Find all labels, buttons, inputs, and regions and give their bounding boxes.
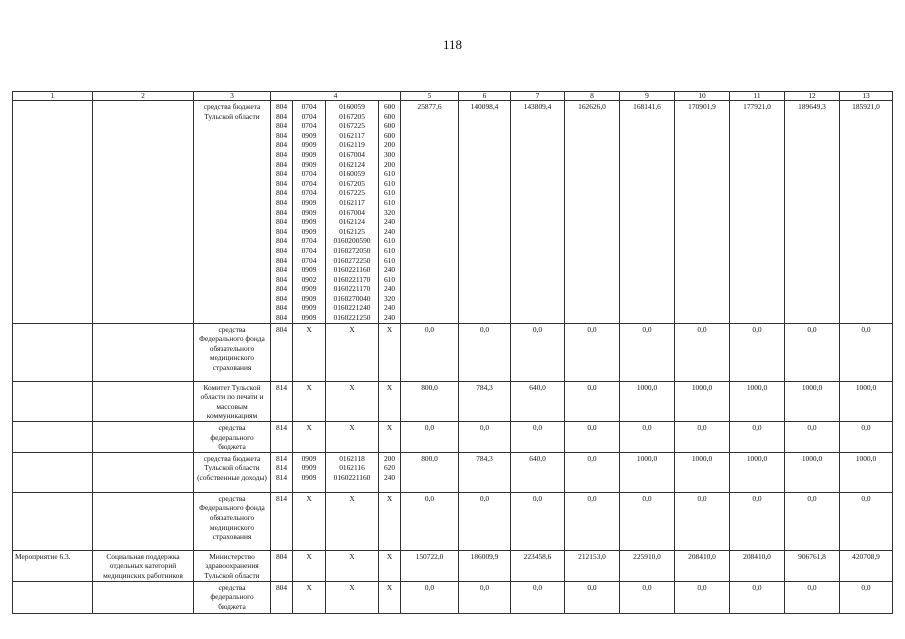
- value-cell: 0,0: [675, 492, 730, 550]
- table-row: [13, 550, 893, 581]
- grbs-code-cell: [271, 323, 293, 381]
- code-line: 804: [275, 207, 288, 217]
- code-line: 0704: [301, 178, 317, 188]
- code-line: 320: [383, 207, 396, 217]
- code-line: 600: [383, 111, 396, 121]
- code-line: 0162117: [339, 130, 365, 140]
- activity-cell: [13, 581, 93, 613]
- value-cell: 0,0: [840, 323, 893, 381]
- header-cell: 6: [459, 92, 511, 101]
- value-cell: 784,3: [459, 452, 511, 492]
- value-cell: 0,0: [459, 581, 511, 613]
- code-line: 804: [275, 236, 288, 246]
- code-line: 610: [383, 245, 396, 255]
- value-cell: 0,0: [401, 581, 459, 613]
- code-line: 610: [383, 169, 396, 179]
- section-code-cell: [293, 101, 326, 324]
- expense-type-cell: [379, 381, 401, 421]
- funding-source-cell: средства бюджета Тульской области: [194, 101, 271, 324]
- header-cell: 13: [840, 92, 893, 101]
- code-line: 814: [275, 453, 288, 463]
- code-line: 0162116: [339, 463, 365, 473]
- section-code-cell: [293, 381, 326, 421]
- value-cell: 0,0: [620, 581, 675, 613]
- code-line: 0704: [301, 102, 317, 111]
- code-line: 0909: [301, 149, 317, 159]
- section-code-cell: [293, 452, 326, 492]
- grbs-code-cell: [271, 492, 293, 550]
- expense-type-cell: [379, 550, 401, 581]
- funding-source-cell: Комитет Тульской области по печати и массовым коммуникациям: [194, 381, 271, 421]
- code-line: X: [386, 324, 393, 334]
- code-line: 804: [275, 265, 288, 275]
- header-cell: 8: [565, 92, 620, 101]
- code-line: 0909: [301, 463, 317, 473]
- value-cell: 25877,6: [401, 101, 459, 324]
- code-line: 240: [383, 265, 396, 275]
- code-line: X: [306, 324, 312, 334]
- code-line: 0902: [301, 274, 317, 284]
- code-line: 600: [383, 130, 396, 140]
- code-line: 0704: [301, 236, 317, 246]
- code-line: 0704: [301, 188, 317, 198]
- code-line: X: [306, 382, 312, 392]
- code-line: 0162118: [339, 453, 365, 463]
- value-cell: 0,0: [785, 422, 840, 453]
- value-cell: 1000,0: [620, 452, 675, 492]
- expense-type-cell: [379, 581, 401, 613]
- grbs-code-cell: [271, 550, 293, 581]
- value-cell: 0,0: [785, 492, 840, 550]
- code-line: 0160059: [339, 169, 365, 179]
- code-line: 0704: [301, 169, 317, 179]
- activity-cell: [13, 101, 93, 324]
- value-cell: 0,0: [840, 422, 893, 453]
- value-cell: 0,0: [511, 323, 565, 381]
- code-line: 804: [275, 169, 288, 179]
- value-cell: 1000,0: [730, 452, 785, 492]
- code-line: 804: [275, 140, 288, 150]
- code-line: 0909: [301, 265, 317, 275]
- code-line: 804: [275, 551, 288, 561]
- code-line: 610: [383, 236, 396, 246]
- code-line: 0162125: [339, 226, 365, 236]
- code-line: 814: [275, 423, 288, 433]
- activity-name-cell: [93, 581, 194, 613]
- code-line: 804: [275, 159, 288, 169]
- value-cell: 1000,0: [675, 381, 730, 421]
- value-cell: 420708,9: [840, 550, 893, 581]
- code-line: 620: [383, 463, 396, 473]
- code-line: X: [306, 582, 312, 592]
- code-line: 0160270040: [333, 293, 371, 303]
- code-line: 240: [383, 303, 396, 313]
- code-line: X: [349, 324, 355, 334]
- value-cell: 223458,6: [511, 550, 565, 581]
- code-line: X: [386, 493, 393, 503]
- code-line: 0160272250: [333, 255, 371, 265]
- activity-name-cell: Социальная поддержка отдельных категорий медицинских работников: [93, 550, 194, 581]
- code-line: 804: [275, 274, 288, 284]
- value-cell: 0,0: [730, 581, 785, 613]
- header-cell: 1: [13, 92, 93, 101]
- code-line: 610: [383, 178, 396, 188]
- code-line: X: [349, 382, 355, 392]
- value-cell: 0,0: [620, 422, 675, 453]
- code-line: 240: [383, 226, 396, 236]
- activity-cell: [13, 323, 93, 381]
- code-line: 0160221160: [333, 473, 371, 482]
- value-cell: 0,0: [840, 581, 893, 613]
- activity-cell: [13, 452, 93, 492]
- code-line: 804: [275, 111, 288, 121]
- target-article-cell: [326, 101, 379, 324]
- value-cell: 189649,3: [785, 101, 840, 324]
- code-line: 200: [383, 140, 396, 150]
- value-cell: 0,0: [511, 492, 565, 550]
- code-line: 240: [383, 313, 396, 323]
- code-line: 0162117: [339, 197, 365, 207]
- value-cell: 800,0: [401, 381, 459, 421]
- value-cell: 0,0: [511, 581, 565, 613]
- value-cell: 0,0: [620, 492, 675, 550]
- code-line: 804: [275, 255, 288, 265]
- section-code-cell: [293, 323, 326, 381]
- value-cell: 177921,0: [730, 101, 785, 324]
- code-line: 0167004: [339, 149, 365, 159]
- section-code-cell: [293, 492, 326, 550]
- grbs-code-cell: [271, 381, 293, 421]
- target-article-cell: [326, 581, 379, 613]
- funding-source-cell: средства федерального бюджета: [194, 581, 271, 613]
- code-line: 0909: [301, 130, 317, 140]
- code-line: 804: [275, 121, 288, 131]
- value-cell: 800,0: [401, 452, 459, 492]
- code-line: X: [386, 382, 393, 392]
- table-row: [13, 381, 893, 421]
- value-cell: 0,0: [730, 492, 785, 550]
- code-line: 804: [275, 226, 288, 236]
- activity-cell: [13, 381, 93, 421]
- funding-source-cell: Министерство здравоохранения Тульской области: [194, 550, 271, 581]
- code-line: 200: [383, 159, 396, 169]
- target-article-cell: [326, 422, 379, 453]
- header-cell: 7: [511, 92, 565, 101]
- code-line: 804: [275, 188, 288, 198]
- code-line: X: [349, 423, 355, 433]
- code-line: 0167225: [339, 121, 365, 131]
- value-cell: 0,0: [401, 323, 459, 381]
- value-cell: 640,0: [511, 452, 565, 492]
- value-cell: 0,0: [730, 323, 785, 381]
- code-line: 0909: [301, 313, 317, 323]
- value-cell: 140098,4: [459, 101, 511, 324]
- value-cell: 225910,0: [620, 550, 675, 581]
- code-line: 200: [383, 453, 396, 463]
- target-article-cell: [326, 381, 379, 421]
- value-cell: 1000,0: [785, 381, 840, 421]
- value-cell: 0,0: [511, 422, 565, 453]
- table-row: [13, 323, 893, 381]
- value-cell: 162626,0: [565, 101, 620, 324]
- code-line: 0704: [301, 121, 317, 131]
- header-cell: 12: [785, 92, 840, 101]
- code-line: 804: [275, 197, 288, 207]
- section-code-cell: [293, 422, 326, 453]
- code-line: 0167225: [339, 188, 365, 198]
- code-line: 610: [383, 197, 396, 207]
- code-line: 804: [275, 313, 288, 323]
- header-cell: 3: [194, 92, 271, 101]
- funding-source-cell: средства бюджета Тульской области (собственные доходы): [194, 452, 271, 492]
- code-line: 804: [275, 245, 288, 255]
- code-line: 0909: [301, 284, 317, 294]
- target-article-cell: [326, 452, 379, 492]
- code-line: 804: [275, 178, 288, 188]
- code-line: 0909: [301, 303, 317, 313]
- funding-source-cell: средства Федерального фонда обязательного медицинского страхования: [194, 492, 271, 550]
- target-article-cell: [326, 492, 379, 550]
- funding-source-cell: средства Федерального фонда обязательного медицинского страхования: [194, 323, 271, 381]
- code-line: X: [306, 551, 312, 561]
- table-row: [13, 452, 893, 492]
- value-cell: 0,0: [620, 323, 675, 381]
- value-cell: 208410,0: [675, 550, 730, 581]
- value-cell: 640,0: [511, 381, 565, 421]
- code-line: 0909: [301, 217, 317, 227]
- header-cell: 5: [401, 92, 459, 101]
- code-line: 240: [383, 284, 396, 294]
- value-cell: 784,3: [459, 381, 511, 421]
- code-line: X: [349, 493, 355, 503]
- code-line: 804: [275, 217, 288, 227]
- grbs-code-cell: [271, 101, 293, 324]
- value-cell: 150722,0: [401, 550, 459, 581]
- value-cell: 170901,9: [675, 101, 730, 324]
- activity-cell: [13, 422, 93, 453]
- code-line: 240: [383, 473, 396, 482]
- activity-name-cell: [93, 492, 194, 550]
- code-line: 0160221240: [333, 303, 371, 313]
- code-line: 804: [275, 582, 288, 592]
- header-cell: 10: [675, 92, 730, 101]
- value-cell: 168141,6: [620, 101, 675, 324]
- code-line: 0160221160: [333, 265, 371, 275]
- value-cell: 0,0: [565, 422, 620, 453]
- value-cell: 0,0: [565, 323, 620, 381]
- code-line: 804: [275, 324, 288, 334]
- code-line: 0160200590: [333, 236, 371, 246]
- code-line: 0704: [301, 245, 317, 255]
- value-cell: 1000,0: [620, 381, 675, 421]
- value-cell: 0,0: [401, 492, 459, 550]
- grbs-code-cell: [271, 422, 293, 453]
- code-line: 610: [383, 188, 396, 198]
- expense-type-cell: [379, 101, 401, 324]
- code-line: 320: [383, 293, 396, 303]
- code-line: 0162124: [339, 159, 365, 169]
- code-line: 0162119: [339, 140, 365, 150]
- value-cell: 0,0: [459, 422, 511, 453]
- section-code-cell: [293, 581, 326, 613]
- value-cell: 0,0: [565, 492, 620, 550]
- activity-cell: Мероприятие 6.3.: [13, 550, 93, 581]
- code-line: 804: [275, 102, 288, 111]
- code-line: 0167004: [339, 207, 365, 217]
- budget-table: [12, 91, 893, 614]
- code-line: 0160221250: [333, 313, 371, 323]
- grbs-code-cell: [271, 452, 293, 492]
- code-line: 814: [275, 493, 288, 503]
- value-cell: 185921,0: [840, 101, 893, 324]
- activity-cell: [13, 492, 93, 550]
- value-cell: 208410,0: [730, 550, 785, 581]
- value-cell: 143809,4: [511, 101, 565, 324]
- value-cell: 0,0: [675, 422, 730, 453]
- header-row: [13, 92, 893, 101]
- code-line: 804: [275, 284, 288, 294]
- value-cell: 212153,0: [565, 550, 620, 581]
- code-line: 600: [383, 121, 396, 131]
- value-cell: 0,0: [565, 452, 620, 492]
- activity-name-cell: [93, 323, 194, 381]
- activity-name-cell: [93, 101, 194, 324]
- code-line: X: [386, 582, 393, 592]
- section-code-cell: [293, 550, 326, 581]
- code-line: 814: [275, 463, 288, 473]
- code-line: 0909: [301, 159, 317, 169]
- code-line: 0167205: [339, 178, 365, 188]
- code-line: 0909: [301, 207, 317, 217]
- code-line: 0704: [301, 111, 317, 121]
- code-line: 0909: [301, 473, 317, 482]
- value-cell: 1000,0: [785, 452, 840, 492]
- value-cell: 0,0: [785, 581, 840, 613]
- expense-type-cell: [379, 323, 401, 381]
- code-line: 0162124: [339, 217, 365, 227]
- code-line: 0909: [301, 293, 317, 303]
- code-line: 0704: [301, 255, 317, 265]
- value-cell: 0,0: [675, 323, 730, 381]
- code-line: 0909: [301, 140, 317, 150]
- value-cell: 0,0: [401, 422, 459, 453]
- code-line: 0160059: [339, 102, 365, 111]
- code-line: 804: [275, 303, 288, 313]
- code-line: 0909: [301, 197, 317, 207]
- code-line: 0160272050: [333, 245, 371, 255]
- code-line: 804: [275, 293, 288, 303]
- page-number: 118: [442, 37, 463, 52]
- code-line: X: [349, 551, 355, 561]
- code-line: X: [306, 493, 312, 503]
- code-line: 300: [383, 149, 396, 159]
- code-line: 0909: [301, 226, 317, 236]
- table-row: [13, 101, 893, 324]
- table-row: [13, 581, 893, 613]
- code-line: 0160221170: [333, 274, 371, 284]
- target-article-cell: [326, 550, 379, 581]
- expense-type-cell: [379, 452, 401, 492]
- value-cell: 0,0: [459, 492, 511, 550]
- value-cell: 0,0: [565, 381, 620, 421]
- header-cell: 11: [730, 92, 785, 101]
- code-line: X: [386, 423, 393, 433]
- value-cell: 0,0: [675, 581, 730, 613]
- table-row: [13, 492, 893, 550]
- code-line: 0909: [301, 453, 317, 463]
- code-line: 804: [275, 149, 288, 159]
- value-cell: 186009,9: [459, 550, 511, 581]
- value-cell: 0,0: [565, 581, 620, 613]
- code-line: X: [386, 551, 393, 561]
- value-cell: 0,0: [840, 492, 893, 550]
- funding-source-cell: средства федерального бюджета: [194, 422, 271, 453]
- value-cell: 0,0: [785, 323, 840, 381]
- code-line: 610: [383, 274, 396, 284]
- code-line: 240: [383, 217, 396, 227]
- activity-name-cell: [93, 452, 194, 492]
- value-cell: 0,0: [459, 323, 511, 381]
- value-cell: 1000,0: [730, 381, 785, 421]
- code-line: X: [306, 423, 312, 433]
- code-line: 0160221170: [333, 284, 371, 294]
- value-cell: 1000,0: [840, 452, 893, 492]
- value-cell: 0,0: [730, 422, 785, 453]
- code-line: X: [349, 582, 355, 592]
- grbs-code-cell: [271, 581, 293, 613]
- value-cell: 906761,8: [785, 550, 840, 581]
- code-line: 0167205: [339, 111, 365, 121]
- value-cell: 1000,0: [840, 381, 893, 421]
- target-article-cell: [326, 323, 379, 381]
- code-line: 610: [383, 255, 396, 265]
- activity-name-cell: [93, 381, 194, 421]
- header-cell: 4: [271, 92, 401, 101]
- code-line: 600: [383, 102, 396, 111]
- header-cell: 2: [93, 92, 194, 101]
- value-cell: 1000,0: [675, 452, 730, 492]
- activity-name-cell: [93, 422, 194, 453]
- expense-type-cell: [379, 492, 401, 550]
- code-line: 804: [275, 130, 288, 140]
- expense-type-cell: [379, 422, 401, 453]
- table-row: [13, 422, 893, 453]
- header-cell: 9: [620, 92, 675, 101]
- code-line: 814: [275, 473, 288, 482]
- code-line: 814: [275, 382, 288, 392]
